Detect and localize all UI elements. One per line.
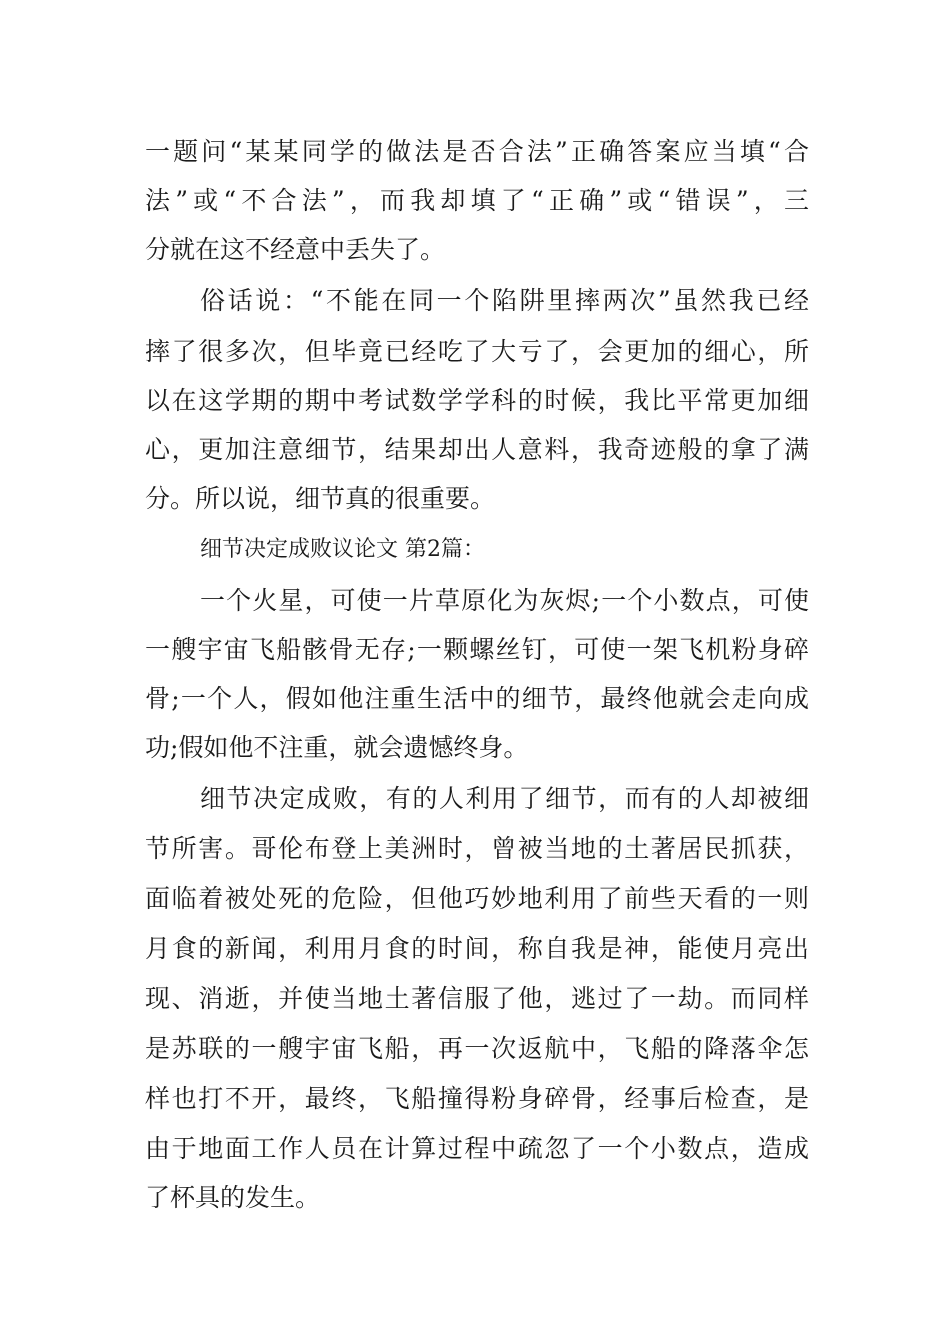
paragraph-4-line-6: 是苏联的一艘宇宙飞船，再一次返航中，飞船的降落伞怎 (145, 1034, 809, 1063)
paragraph-2-line-3: 以在这学期的期中考试数学学科的时候，我比平常更加细 (145, 386, 809, 415)
paragraph-4-line-3: 面临着被处死的危险，但他巧妙地利用了前些天看的一则 (145, 884, 809, 913)
paragraph-2-line-2: 摔了很多次，但毕竟已经吃了大亏了，会更加的细心，所 (145, 337, 809, 366)
section-heading: 细节决定成败议论文 第2篇： (200, 537, 485, 562)
paragraph-4-line-1: 细节决定成败，有的人利用了细节，而有的人却被细 (200, 784, 809, 813)
paragraph-4-line-8: 由于地面工作人员在计算过程中疏忽了一个小数点，造成 (145, 1134, 809, 1163)
paragraph-4-line-7: 样也打不开，最终，飞船撞得粉身碎骨，经事后检查，是 (145, 1084, 809, 1113)
paragraph-3-line-1: 一个火星，可使一片草原化为灰烬;一个小数点，可使 (200, 586, 809, 615)
paragraph-1-line-2: 法”或“不合法”，而我却填了“正确”或“错误”，三 (145, 186, 809, 215)
paragraph-4-line-5: 现、消逝，并使当地土著信服了他，逃过了一劫。而同样 (145, 984, 809, 1013)
paragraph-2-line-1: 俗话说：“不能在同一个陷阱里摔两次”虽然我已经 (200, 286, 809, 315)
paragraph-1-line-1: 一题问“某某同学的做法是否合法”正确答案应当填“合 (145, 137, 809, 166)
paragraph-2-line-5: 分。所以说，细节真的很重要。 (145, 484, 496, 513)
paragraph-4-line-4: 月食的新闻，利用月食的时间，称自我是神，能使月亮出 (145, 934, 809, 963)
paragraph-4-line-2: 节所害。哥伦布登上美洲时，曾被当地的土著居民抓获， (145, 834, 809, 863)
paragraph-3-line-2: 一艘宇宙飞船骸骨无存;一颗螺丝钉，可使一架飞机粉身碎 (145, 635, 809, 664)
paragraph-2-line-4: 心，更加注意细节，结果却出人意料，我奇迹般的拿了满 (145, 435, 809, 464)
paragraph-1-line-3: 分就在这不经意中丢失了。 (145, 235, 446, 264)
paragraph-4-line-9: 了杯具的发生。 (145, 1183, 321, 1212)
paragraph-3-line-4: 功;假如他不注重，就会遗憾终身。 (145, 733, 529, 762)
paragraph-3-line-3: 骨;一个人，假如他注重生活中的细节，最终他就会走向成 (145, 684, 809, 713)
